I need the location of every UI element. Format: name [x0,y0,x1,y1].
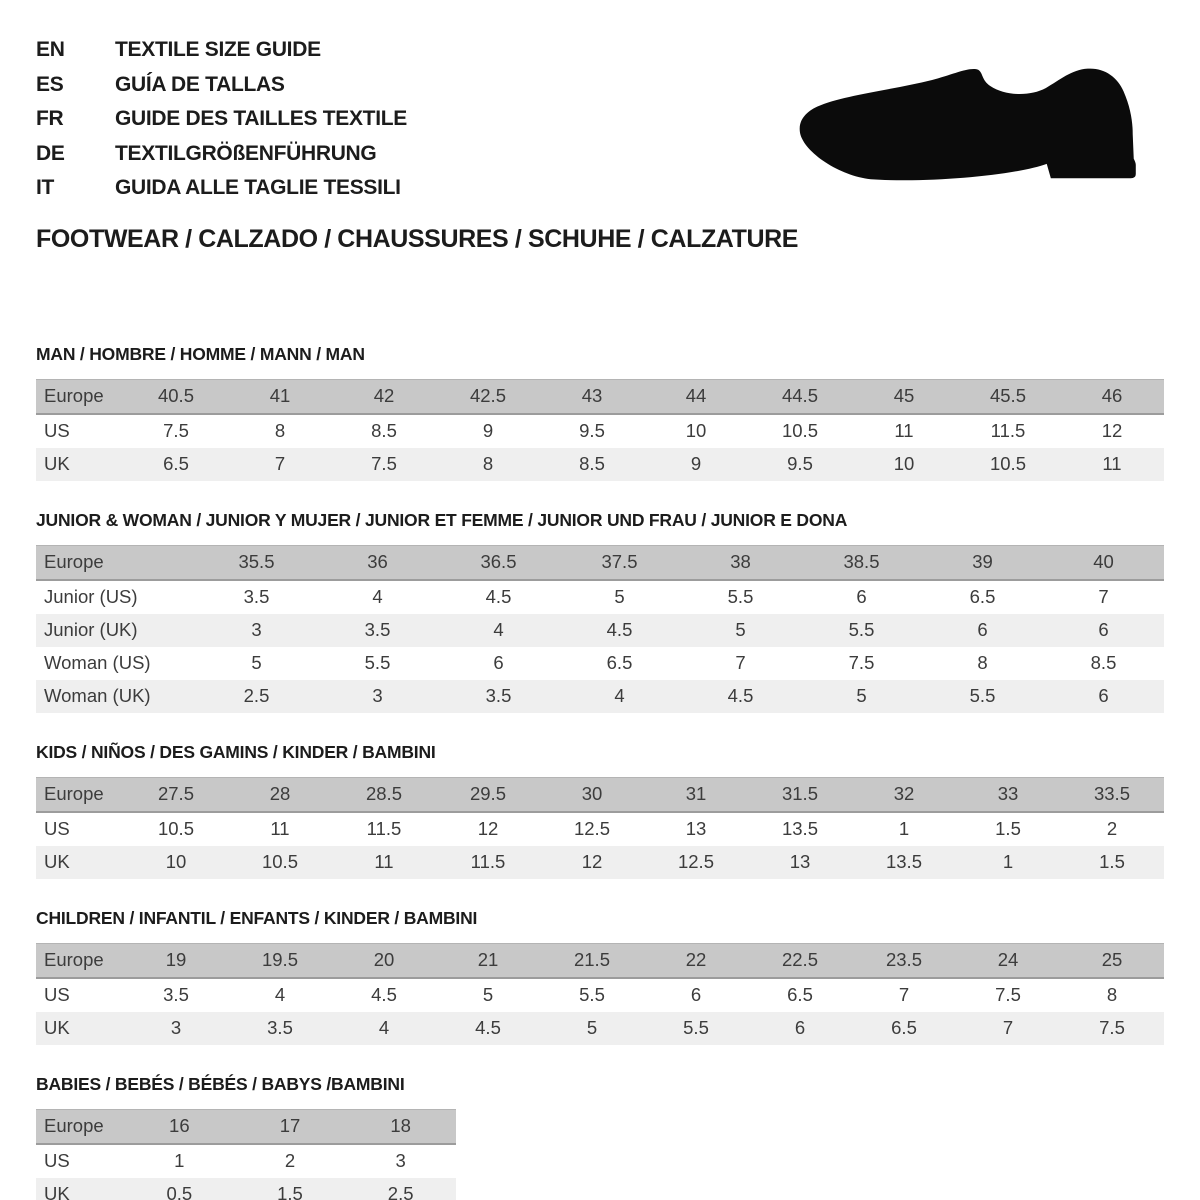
category-line: FOOTWEAR / CALZADO / CHAUSSURES / SCHUHE / CALZATURE [36,224,799,253]
size-cell: 11.5 [366,818,402,839]
size-cell: 11.5 [990,420,1026,441]
size-cell: 38 [680,545,801,580]
table-row-babies-0 [36,1109,456,1144]
size-cell: 40 [1043,545,1164,580]
size-cell: 4 [372,586,383,607]
size-cell: 5 [251,652,262,673]
size-cell: 4.5 [485,586,512,607]
size-cell: 4.5 [680,680,801,713]
size-cell: 11 [894,420,914,441]
size-cell: 3 [317,680,438,713]
language-row-en [36,33,1164,68]
size-section-man [36,344,1164,481]
size-cell: 8.5 [371,420,397,441]
size-cell: 1 [898,818,910,839]
section-title-junior-woman: JUNIOR & WOMAN / JUNIOR Y MUJER / JUNIOR ET FEMME / JUNIOR UND FRAU / JUNIOR E DONA [36,509,848,530]
table-row-children-1 [36,978,1164,1012]
size-tables [36,344,1164,1200]
size-cell: 13.5 [781,818,818,839]
size-cell: 22.5 [748,943,852,978]
row-label: Europe [36,379,124,414]
size-cell: 6 [856,586,867,607]
size-cell: 6.5 [852,1012,956,1045]
size-cell: 9.5 [579,420,605,441]
size-cell: 3 [124,1012,228,1045]
size-cell: 6 [690,984,702,1005]
size-cell: 33 [956,777,1060,812]
row-label: US [44,984,70,1005]
row-label: Europe [36,777,124,812]
size-cell: 3.5 [243,586,270,607]
size-cell: 45.5 [956,379,1060,414]
size-cell: 0.5 [124,1178,235,1200]
language-label: GUIDE DES TAILLES TEXTILE [115,107,407,130]
language-label: TEXTILE SIZE GUIDE [115,38,321,61]
table-row-junior-woman-0 [36,545,1164,580]
size-cell: 44 [644,379,748,414]
size-cell: 20 [332,943,436,978]
language-code: FR [36,107,64,130]
size-cell: 35.5 [196,545,317,580]
table-row-man-1 [36,414,1164,448]
size-cell: 31.5 [748,777,852,812]
size-cell: 1 [174,1150,185,1171]
size-cell: 3.5 [438,680,559,713]
size-cell: 8.5 [540,448,644,481]
size-cell: 36 [317,545,438,580]
size-cell: 10 [852,448,956,481]
row-label: UK [36,846,124,879]
size-cell: 27.5 [124,777,228,812]
size-cell: 10.5 [228,846,332,879]
size-cell: 5.5 [644,1012,748,1045]
size-cell: 6.5 [124,448,228,481]
size-cell: 11.5 [436,846,540,879]
size-cell: 1.5 [995,818,1021,839]
size-cell: 8.5 [1090,652,1117,673]
size-cell: 8 [436,448,540,481]
size-table-children [36,943,1164,1045]
size-cell: 9.5 [748,448,852,481]
language-label: TEXTILGRÖßENFÜHRUNG [115,141,377,165]
language-row-fr [36,102,1164,137]
size-cell: 8 [274,420,286,441]
size-table-junior-woman [36,545,1164,713]
size-cell: 6 [493,652,504,673]
size-cell: 42.5 [436,379,540,414]
size-cell: 6.5 [606,652,633,673]
size-cell: 28.5 [332,777,436,812]
row-label: Junior (UK) [36,614,196,647]
size-cell: 6 [922,614,1043,647]
row-label: UK [36,1178,124,1200]
size-table-man [36,379,1164,481]
size-cell: 7.5 [332,448,436,481]
size-cell: 10 [124,846,228,879]
size-cell: 43 [540,379,644,414]
size-cell: 10.5 [157,818,194,839]
size-cell: 46 [1060,379,1164,414]
row-label: US [44,818,70,839]
size-cell: 10.5 [781,420,818,441]
size-cell: 7.5 [1060,1012,1164,1045]
size-cell: 12.5 [573,818,610,839]
size-cell: 7 [1098,586,1109,607]
size-cell: 4 [332,1012,436,1045]
size-cell: 7.5 [163,420,189,441]
table-row-kids-0 [36,777,1164,812]
size-cell: 16 [124,1109,235,1144]
size-cell: 1.5 [1060,846,1164,879]
size-cell: 38.5 [801,545,922,580]
size-cell: 2 [284,1150,296,1171]
size-cell: 1 [956,846,1060,879]
table-row-children-0 [36,943,1164,978]
size-cell: 4 [274,984,286,1005]
size-cell: 2 [1106,818,1118,839]
size-cell: 21 [436,943,540,978]
size-cell: 9 [482,420,494,441]
size-cell: 7 [898,984,910,1005]
row-label: UK [36,1012,124,1045]
size-cell: 8 [977,652,988,673]
size-cell: 5.5 [579,984,605,1005]
section-title-children: CHILDREN / INFANTIL / ENFANTS / KINDER / BAMBINI [36,907,478,928]
table-row-kids-1 [36,812,1164,846]
size-cell: 7 [956,1012,1060,1045]
size-cell: 32 [852,777,956,812]
size-cell: 6 [748,1012,852,1045]
size-cell: 11 [1060,448,1164,481]
language-row-es [36,68,1164,103]
size-cell: 5.5 [922,680,1043,713]
size-cell: 17 [235,1109,346,1144]
size-cell: 13 [748,846,852,879]
size-cell: 2.5 [196,680,317,713]
row-label: Europe [36,1109,124,1144]
language-label: GUÍA DE TALLAS [115,72,285,96]
size-cell: 42 [332,379,436,414]
size-cell: 6.5 [969,586,996,607]
size-cell: 4.5 [436,1012,540,1045]
size-cell: 9 [644,448,748,481]
table-row-babies-1 [36,1144,456,1178]
size-section-kids [36,742,1164,879]
size-cell: 5.5 [364,652,391,673]
language-code: IT [36,176,55,199]
size-cell: 2.5 [345,1178,456,1200]
size-cell: 4.5 [371,984,397,1005]
size-cell: 5.5 [727,586,754,607]
size-cell: 3.5 [228,1012,332,1045]
size-cell: 36.5 [438,545,559,580]
size-cell: 3.5 [163,984,189,1005]
section-title-babies: BABIES / BEBÉS / BÉBÉS / BABYS /BAMBINI [36,1073,405,1094]
size-cell: 5 [680,614,801,647]
size-cell: 8 [1106,984,1118,1005]
table-row-junior-woman-2 [36,614,1164,647]
row-label: Europe [36,943,124,978]
size-cell: 28 [228,777,332,812]
size-cell: 12 [540,846,644,879]
table-row-man-0 [36,379,1164,414]
size-cell: 37.5 [559,545,680,580]
size-cell: 19.5 [228,943,332,978]
size-cell: 19 [124,943,228,978]
size-cell: 4 [438,614,559,647]
size-cell: 13.5 [852,846,956,879]
size-cell: 7.5 [995,984,1021,1005]
size-cell: 30 [540,777,644,812]
size-cell: 31 [644,777,748,812]
size-cell: 6 [1043,614,1164,647]
size-cell: 4.5 [559,614,680,647]
size-cell: 6 [1043,680,1164,713]
size-cell: 25 [1060,943,1164,978]
size-cell: 7 [228,448,332,481]
size-cell: 5 [801,680,922,713]
size-table-kids [36,777,1164,879]
size-section-babies [36,1074,1164,1200]
size-cell: 44.5 [748,379,852,414]
row-label: UK [36,448,124,481]
language-label: GUIDA ALLE TAGLIE TESSILI [115,176,401,199]
row-label: Woman (UK) [36,680,196,713]
size-cell: 3.5 [317,614,438,647]
language-list [36,33,1164,206]
section-title-kids: KIDS / NIÑOS / DES GAMINS / KINDER / BAMBINI [36,741,436,762]
size-cell: 1.5 [235,1178,346,1200]
size-cell: 24 [956,943,1060,978]
row-label: Junior (US) [44,586,138,607]
language-code: DE [36,141,65,165]
size-cell: 13 [685,818,707,839]
size-cell: 12 [477,818,499,839]
row-label: Woman (US) [44,652,151,673]
size-cell: 23.5 [852,943,956,978]
size-cell: 33.5 [1060,777,1164,812]
size-cell: 10.5 [956,448,1060,481]
size-cell: 18 [345,1109,456,1144]
size-cell: 11 [270,818,290,839]
guide-header [36,33,1164,254]
size-cell: 5.5 [801,614,922,647]
size-cell: 29.5 [436,777,540,812]
size-cell: 10 [685,420,707,441]
size-cell: 5 [540,1012,644,1045]
size-cell: 12 [1101,420,1123,441]
size-section-junior-woman [36,510,1164,713]
language-row-de [36,137,1164,172]
size-cell: 11 [332,846,436,879]
row-label: US [44,420,70,441]
size-cell: 45 [852,379,956,414]
table-row-kids-2 [36,846,1164,879]
language-row-it [36,171,1164,206]
size-cell: 21.5 [540,943,644,978]
language-code: ES [36,72,64,96]
size-cell: 5 [614,586,625,607]
table-row-children-2 [36,1012,1164,1045]
size-cell: 7 [735,652,746,673]
size-cell: 6.5 [787,984,813,1005]
language-code: EN [36,38,65,61]
row-label: Europe [36,545,196,580]
size-cell: 22 [644,943,748,978]
size-cell: 7.5 [848,652,875,673]
size-cell: 40.5 [124,379,228,414]
section-title-man: MAN / HOMBRE / HOMME / MANN / MAN [36,343,365,364]
size-cell: 12.5 [644,846,748,879]
size-table-babies [36,1109,456,1200]
table-row-junior-woman-1 [36,580,1164,614]
table-row-junior-woman-4 [36,680,1164,713]
row-label: US [44,1150,70,1171]
size-cell: 4 [559,680,680,713]
size-cell: 5 [482,984,494,1005]
size-cell: 3 [196,614,317,647]
size-section-children [36,908,1164,1045]
size-cell: 3 [395,1150,406,1171]
size-cell: 41 [228,379,332,414]
table-row-man-2 [36,448,1164,481]
table-row-babies-2 [36,1178,456,1200]
size-cell: 39 [922,545,1043,580]
table-row-junior-woman-3 [36,647,1164,680]
